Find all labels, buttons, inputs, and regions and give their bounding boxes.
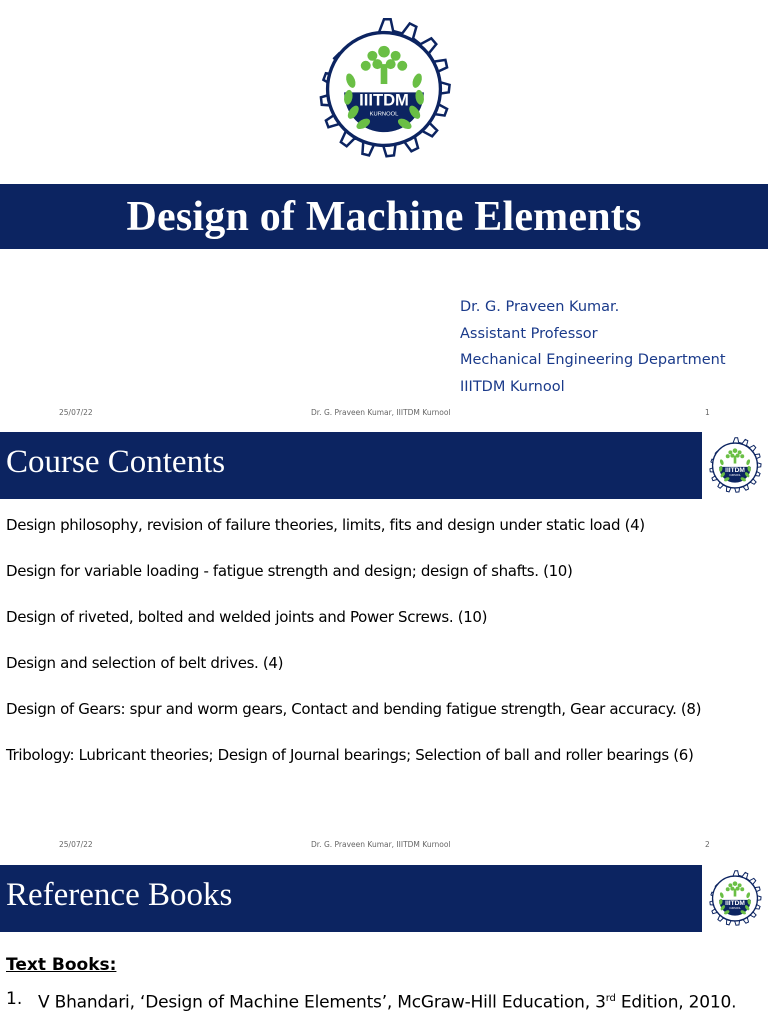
iiitdm-logo <box>702 432 768 499</box>
slide-reference-books <box>0 865 768 1024</box>
footer-author: Dr. G. Praveen Kumar, IIITDM Kurnool <box>311 408 451 417</box>
author-institute: IIITDM Kurnool <box>460 378 565 395</box>
text-books-heading: Text Books: <box>6 955 117 975</box>
list-item <box>6 988 762 1014</box>
heading-band <box>0 865 702 932</box>
iiitdm-logo <box>301 6 467 172</box>
iiitdm-logo <box>702 865 768 932</box>
list-item: Design and selection of belt drives. (4) <box>6 654 284 672</box>
footer-page-number: 2 <box>705 840 710 849</box>
book-number: 1. <box>6 989 23 1009</box>
author-department: Mechanical Engineering Department <box>460 352 726 368</box>
slide-course-contents <box>0 432 768 865</box>
slide-title <box>0 0 768 432</box>
footer-author: Dr. G. Praveen Kumar, IIITDM Kurnool <box>311 840 451 849</box>
list-item: Design for variable loading - fatigue strength and design; design of shafts. (10) <box>6 562 573 580</box>
slide-footer <box>0 408 768 422</box>
slide-title-text: Design of Machine Elements <box>126 193 642 240</box>
title-band <box>0 184 768 249</box>
slide-heading: Course Contents <box>6 444 226 480</box>
course-contents-list <box>6 516 701 792</box>
list-item: Tribology: Lubricant theories; Design of Journal bearings; Selection of ball and roller bearings (6) <box>6 746 694 764</box>
slide-footer <box>0 840 768 854</box>
author-block <box>460 294 726 400</box>
heading-band <box>0 432 702 499</box>
list-item: Design philosophy, revision of failure theories, limits, fits and design under static load (4) <box>6 516 645 534</box>
list-item: Design of Gears: spur and worm gears, Contact and bending fatigue strength, Gear accuracy. (8) <box>6 700 702 718</box>
footer-date: 25/07/22 <box>59 840 93 849</box>
footer-page-number: 1 <box>705 408 710 417</box>
author-name: Dr. G. Praveen Kumar. <box>460 299 620 315</box>
author-designation: Assistant Professor <box>460 325 598 342</box>
slide-heading: Reference Books <box>6 877 233 913</box>
footer-date: 25/07/22 <box>59 408 93 417</box>
book-citation: V Bhandari, ‘Design of Machine Elements’, McGraw-Hill Education, 3rd Edition, 2010. <box>38 992 737 1013</box>
list-item: Design of riveted, bolted and welded joints and Power Screws. (10) <box>6 608 488 626</box>
